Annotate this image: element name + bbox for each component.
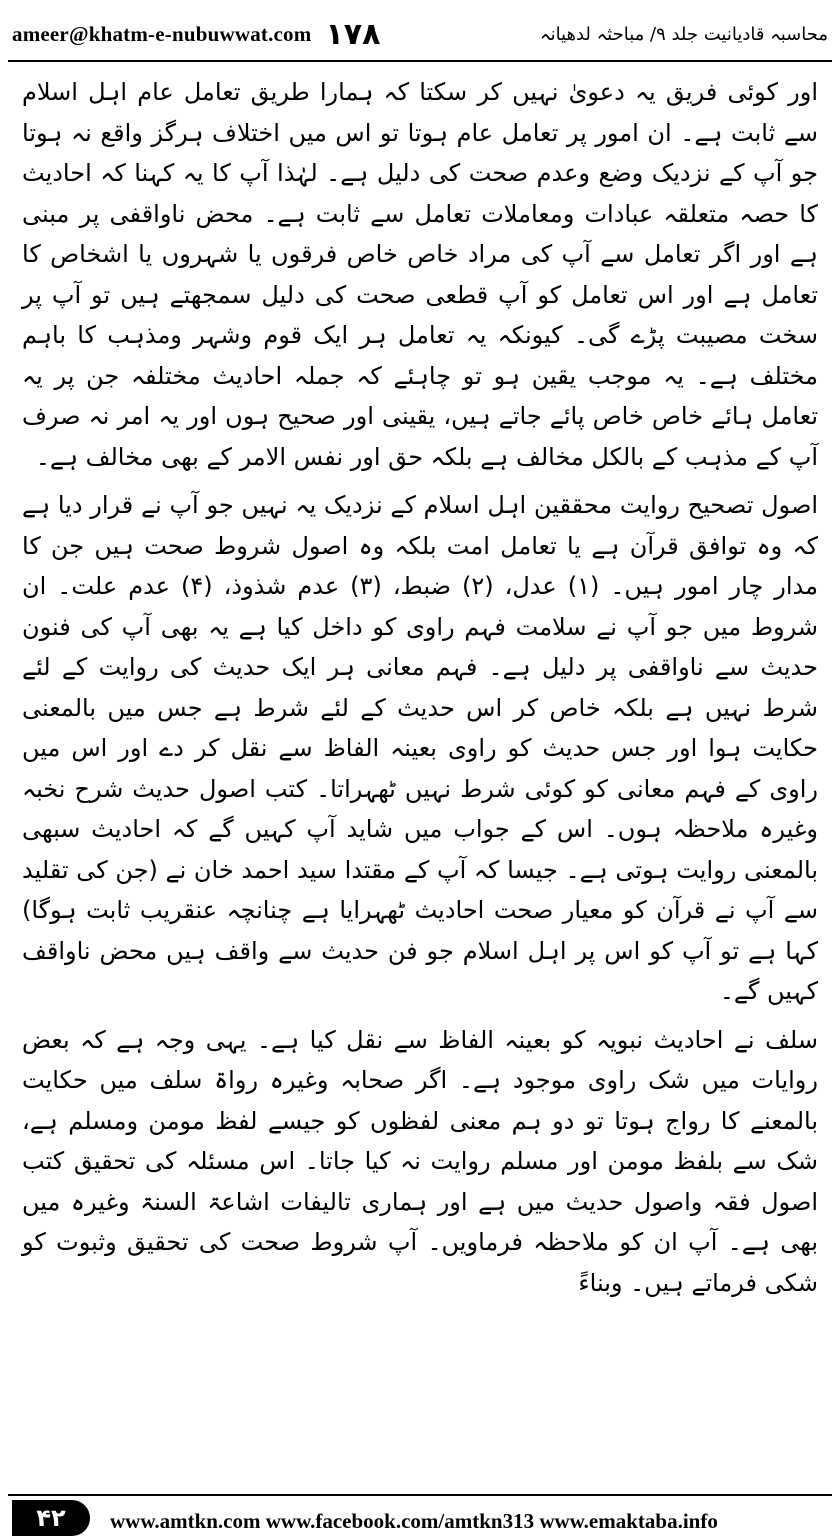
header-email: ameer@khatm-e-nubuwwat.com xyxy=(12,21,312,46)
footer-links[interactable]: www.amtkn.com www.facebook.com/amtkn313 www.emaktaba.info xyxy=(110,1509,718,1533)
footer-rule xyxy=(8,1494,832,1496)
header-left xyxy=(12,17,380,52)
paragraph-3: سلف نے احادیث نبویہ کو بعینہ الفاظ سے نقل کیا ہے۔ یہی وجہ ہے کہ بعض روایات میں شک راوی موجود ہے۔ اگر صحابہ وغیرہ رواۃ سلف میں حکایت بالمعنے کا رواج ہوتا تو دو ہم معنی لفظوں کو جیسے لفظ مومن ومسلم ہے، شک سے بلفظ مومن اور مسلم روایت نہ کیا جاتا۔ اس مسئلہ کی تحقیق کتب اصول فقہ واصول حدیث میں ہے اور ہماری تالیفات اشاعۃ السنۃ وغیرہ میں بھی ہے۔ آپ ان کو ملاحظہ فرماویں۔ آپ شروط صحت کی تحقیق وثبوت کو شکی فرماتے ہیں۔ وبناءً xyxy=(22,1025,818,1297)
page-body xyxy=(22,72,818,1311)
header-page-number: ۱۷۸ xyxy=(325,16,381,52)
header-book-title: محاسبہ قادیانیت جلد ۹/ مباحثہ لدھیانہ xyxy=(540,23,828,45)
page-footer xyxy=(0,1494,840,1540)
header-rule xyxy=(8,60,832,62)
paragraph-2: اصول تصحیح روایت محققین اہل اسلام کے نزدیک یہ نہیں جو آپ نے قرار دیا ہے کہ وہ توافق قرآن ہے یا تعامل امت بلکہ وہ اصول شروط صحت ہیں جن کا مدار چار امور ہیں۔ (۱) عدل، (۲) ضبط، (۳) عدم شذوذ، (۴) عدم علت۔ ان شروط میں جو آپ نے سلامت فہم راوی کو داخل کیا ہے یہ بھی آپ کی فنون حدیث سے ناواقفی پر دلیل ہے۔ فہم معانی ہر ایک حدیث کی روایت کے لئے شرط نہیں ہے بلکہ خاص کر اس حدیث کے لئے شرط ہے جس میں بالمعنی حکایت ہوا اور جس حدیث کو راوی بعینہ الفاظ سے نقل کر دے اور اس میں راوی کے فہم معانی کو کوئی شرط نہیں ٹھہراتا۔ کتب اصول حدیث شرح نخبہ وغیرہ ملاحظہ ہوں۔ اس کے جواب میں شاید آپ کہیں گے کہ احادیث سبھی بالمعنی روایت ہوتی ہے۔ جیسا کہ آپ کے مقتدا سید احمد خان نے (جن کی تقلید سے آپ نے قرآن کو معیار صحت احادیث ٹھہرایا ہے چنانچہ عنقریب ثابت ہوگا) کہا ہے تو آپ کو اس پر اہل اسلام جو فن حدیث سے واقف ہیں محض ناواقف کہیں گے۔ xyxy=(22,491,818,1005)
page-header xyxy=(12,14,828,54)
paragraph-1: اور کوئی فریق یہ دعویٰ نہیں کر سکتا کہ ہمارا طریق تعامل عام اہل اسلام سے ثابت ہے۔ ان امور پر تعامل عام ہوتا تو اس میں اختلاف ہرگز واقع نہ ہوتا جو آپ کے نزدیک وضع وعدم صحت کی دلیل ہے۔ لہٰذا آپ کا یہ کہنا کہ احادیث کا حصہ متعلقہ عبادات ومعاملات تعامل سے ثابت ہے۔ محض ناواقفی پر مبنی ہے اور اگر تعامل سے آپ کی مراد خاص خاص فرقوں یا شہروں یا اشخاص کا تعامل ہے اور اس تعامل کو آپ قطعی صحت کی دلیل سمجھتے ہیں تو آپ پر سخت مصیبت پڑے گی۔ کیونکہ یہ تعامل ہر ایک قوم وشہر ومذہب کا باہم مختلف ہے۔ یہ موجب یقین ہو تو چاہئے کہ جملہ احادیث مختلفہ جن پر یہ تعامل ہائے خاص خاص پائے جاتے ہیں، یقینی اور صحیح ہوں اور یہ امر نہ صرف آپ کے مذہب کے بالکل مخالف ہے بلکہ حق اور نفس الامر کے بھی مخالف ہے۔ xyxy=(22,78,818,471)
footer-page-number: ۴۲ xyxy=(12,1500,90,1536)
